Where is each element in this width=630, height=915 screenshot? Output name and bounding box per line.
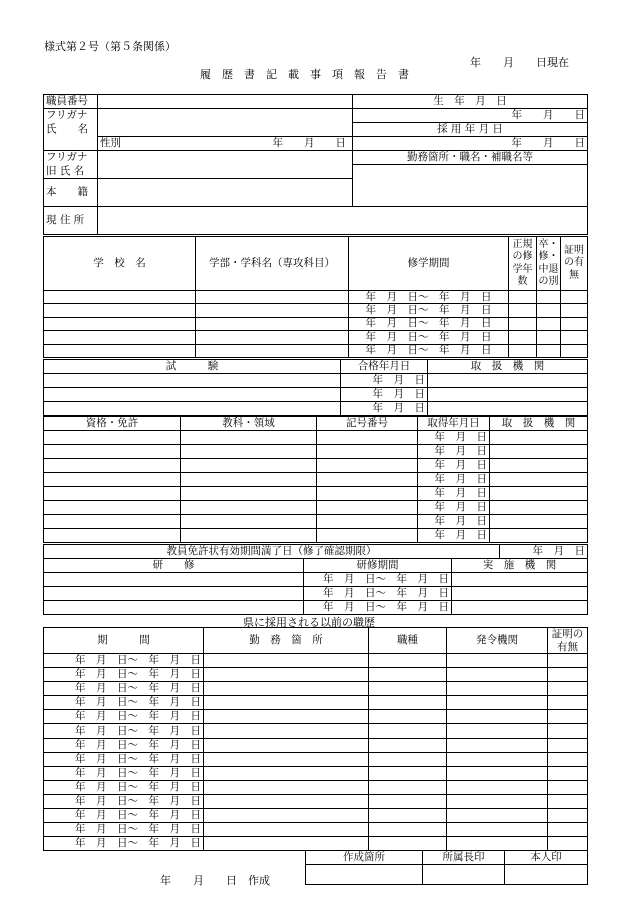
education-table [43,236,588,358]
edu-row [44,291,588,304]
hire-label: 採 用 年 月 日 [353,123,588,137]
period-cell[interactable]: 年 月 日～ 年 月 日 [349,291,509,304]
created-place-field[interactable] [306,865,423,885]
career-proof-header: 証明の有無 [548,628,588,654]
number-cell[interactable] [317,529,418,543]
career-job-cell[interactable] [369,766,447,780]
career-proof-cell[interactable] [548,724,588,738]
career-workplace-cell[interactable] [204,780,369,794]
training-table [43,558,588,615]
created-place-header: 作成箇所 [306,851,423,865]
subject-cell[interactable] [181,459,317,473]
career-org-cell[interactable] [447,696,548,710]
career-org-cell[interactable] [447,809,548,823]
edu-row [44,344,588,357]
date-current: 年 月 日現在 [470,56,569,69]
career-workplace-cell[interactable] [204,654,369,668]
number-cell[interactable] [317,459,418,473]
staff-no-label: 職員番号 [44,95,98,109]
career-workplace-cell[interactable] [204,738,369,752]
dept-cell[interactable] [196,344,349,357]
acquired-date-cell[interactable]: 年 月 日 [418,431,490,445]
training-org-header: 実 施 機 関 [452,559,588,573]
workplace-field[interactable] [353,165,588,207]
career-period-cell[interactable]: 年 月 日～ 年 月 日 [44,794,204,808]
period-cell[interactable]: 年 月 日～ 年 月 日 [349,304,509,317]
proof-cell[interactable] [561,291,588,304]
pass-date-cell[interactable]: 年 月 日 [341,374,428,388]
career-org-cell[interactable] [447,780,548,794]
qualification-cell[interactable] [44,501,181,515]
career-proof-cell[interactable] [548,738,588,752]
old-name-label: 旧 氏 名 [44,165,98,179]
footer-seal-table [305,850,588,885]
license-org-cell[interactable] [490,445,588,459]
career-proof-cell[interactable] [548,752,588,766]
school-cell[interactable] [44,344,196,357]
career-row [44,809,588,823]
acquired-date-cell[interactable]: 年 月 日 [418,487,490,501]
dept-header: 学部・学科名（専攻科目） [196,237,349,291]
old-name-field[interactable] [98,165,353,179]
career-row [44,780,588,794]
exam-header: 試 験 [44,360,341,374]
pass-date-header: 合格年月日 [341,360,428,374]
workplace-label: 勤務箇所・職名・補職名等 [353,151,588,165]
name-field[interactable] [98,123,353,137]
career-proof-cell[interactable] [548,668,588,682]
honseki-field[interactable] [98,179,353,207]
license-org-cell[interactable] [490,459,588,473]
qualification-cell[interactable] [44,529,181,543]
school-cell[interactable] [44,304,196,317]
career-job-cell[interactable] [369,696,447,710]
career-job-cell[interactable] [369,682,447,696]
career-period-cell[interactable]: 年 月 日～ 年 月 日 [44,668,204,682]
career-job-cell[interactable] [369,752,447,766]
chief-seal-field[interactable] [423,865,505,885]
career-job-header: 職種 [369,628,447,654]
career-workplace-cell[interactable] [204,724,369,738]
career-row [44,724,588,738]
career-proof-cell[interactable] [548,682,588,696]
edu-row [44,304,588,317]
exam-org-cell[interactable] [428,402,588,416]
subject-cell[interactable] [181,515,317,529]
regular-years-cell[interactable] [509,291,537,304]
career-row [44,766,588,780]
career-workplace-cell[interactable] [204,837,369,851]
graduation-cell[interactable] [537,317,561,330]
license-org-cell[interactable] [490,501,588,515]
career-caption: 県に採用される以前の職歴 [243,616,375,629]
graduation-cell[interactable] [537,304,561,317]
qualification-cell[interactable] [44,445,181,459]
qualification-cell[interactable] [44,473,181,487]
career-org-cell[interactable] [447,794,548,808]
career-workplace-cell[interactable] [204,823,369,837]
sex-label: 性別 [100,136,121,149]
created-date: 年 月 日 作成 [160,874,270,887]
acquired-date-cell[interactable]: 年 月 日 [418,529,490,543]
qualification-cell[interactable] [44,515,181,529]
graduation-header: 卒・修・中退の別 [537,237,561,291]
career-period-cell[interactable]: 年 月 日～ 年 月 日 [44,724,204,738]
career-org-header: 発令機関 [447,628,548,654]
birth-date[interactable]: 年 月 日 [353,109,588,123]
license-org-cell[interactable] [490,473,588,487]
career-job-cell[interactable] [369,837,447,851]
training-row [44,573,588,587]
career-job-cell[interactable] [369,738,447,752]
subject-cell[interactable] [181,431,317,445]
exam-cell[interactable] [44,388,341,402]
training-org-cell[interactable] [452,587,588,601]
period-cell[interactable]: 年 月 日～ 年 月 日 [349,344,509,357]
proof-cell[interactable] [561,317,588,330]
exam-row [44,388,588,402]
career-org-cell[interactable] [447,654,548,668]
career-proof-cell[interactable] [548,654,588,668]
subject-cell[interactable] [181,473,317,487]
teacher-license-date[interactable]: 年 月 日 [500,545,588,559]
license-row [44,431,588,445]
page-title: 履 歴 書 記 載 事 項 報 告 書 [200,68,409,81]
career-period-cell[interactable]: 年 月 日～ 年 月 日 [44,682,204,696]
sex-row-date: 年 月 日 [272,136,346,149]
name-label: 氏 名 [44,123,98,137]
career-period-cell[interactable]: 年 月 日～ 年 月 日 [44,710,204,724]
license-row [44,445,588,459]
career-period-cell[interactable]: 年 月 日～ 年 月 日 [44,780,204,794]
career-workplace-cell[interactable] [204,766,369,780]
personal-info-table [43,94,588,235]
number-cell[interactable] [317,487,418,501]
license-org-cell[interactable] [490,487,588,501]
qualification-cell[interactable] [44,431,181,445]
career-row [44,823,588,837]
career-org-cell[interactable] [447,682,548,696]
furigana-old-label: フリガナ [44,151,98,165]
graduation-cell[interactable] [537,331,561,344]
period-cell[interactable]: 年 月 日～ 年 月 日 [349,331,509,344]
career-period-cell[interactable]: 年 月 日～ 年 月 日 [44,752,204,766]
teacher-license-table [43,544,588,559]
career-org-cell[interactable] [447,738,548,752]
number-cell[interactable] [317,431,418,445]
acquired-date-cell[interactable]: 年 月 日 [418,473,490,487]
career-row [44,837,588,851]
license-org-cell[interactable] [490,529,588,543]
exam-org-header: 取 扱 機 関 [428,360,588,374]
regular-years-cell[interactable] [509,317,537,330]
career-period-cell[interactable]: 年 月 日～ 年 月 日 [44,837,204,851]
form-number: 様式第２号（第５条関係） [44,40,176,53]
subject-cell[interactable] [181,445,317,459]
career-job-cell[interactable] [369,654,447,668]
training-org-cell[interactable] [452,573,588,587]
teacher-license-label: 教員免許状有効期間満了日（修了確認期限） [44,545,500,559]
career-row [44,654,588,668]
furigana-field[interactable] [98,109,353,123]
address-field[interactable] [98,207,588,235]
subject-cell[interactable] [181,529,317,543]
dept-cell[interactable] [196,304,349,317]
career-org-cell[interactable] [447,752,548,766]
graduation-cell[interactable] [537,291,561,304]
school-cell[interactable] [44,291,196,304]
period-cell[interactable]: 年 月 日～ 年 月 日 [349,317,509,330]
training-row [44,601,588,615]
career-period-header: 期 間 [44,628,204,654]
career-proof-cell[interactable] [548,710,588,724]
edu-row [44,331,588,344]
chief-seal-header: 所属長印 [423,851,505,865]
dept-cell[interactable] [196,331,349,344]
number-cell[interactable] [317,445,418,459]
career-period-cell[interactable]: 年 月 日～ 年 月 日 [44,809,204,823]
career-job-cell[interactable] [369,710,447,724]
hire-date[interactable]: 年 月 日 [353,137,588,151]
sex-date-cell[interactable] [98,137,353,151]
license-row [44,501,588,515]
career-row [44,794,588,808]
career-row [44,710,588,724]
career-job-cell[interactable] [369,809,447,823]
career-period-cell[interactable]: 年 月 日～ 年 月 日 [44,738,204,752]
career-workplace-cell[interactable] [204,710,369,724]
exam-cell[interactable] [44,374,341,388]
exam-cell[interactable] [44,402,341,416]
number-header: 記号番号 [317,417,418,431]
training-cell[interactable] [44,601,304,615]
career-proof-cell[interactable] [548,837,588,851]
proof-cell[interactable] [561,344,588,357]
career-period-cell[interactable]: 年 月 日～ 年 月 日 [44,654,204,668]
honseki-label: 本 籍 [44,179,98,207]
career-org-cell[interactable] [447,766,548,780]
training-period-cell[interactable]: 年 月 日～ 年 月 日 [304,601,452,615]
graduation-cell[interactable] [537,344,561,357]
career-period-cell[interactable]: 年 月 日～ 年 月 日 [44,823,204,837]
proof-cell[interactable] [561,304,588,317]
career-row [44,668,588,682]
career-table [43,627,588,851]
career-proof-cell[interactable] [548,696,588,710]
pass-date-cell[interactable]: 年 月 日 [341,388,428,402]
license-table [43,416,588,543]
career-row [44,752,588,766]
number-cell[interactable] [317,501,418,515]
personal-seal-header: 本人印 [505,851,588,865]
exam-row [44,402,588,416]
qualification-cell[interactable] [44,487,181,501]
license-row [44,529,588,543]
regular-years-header: 正規の修学年数 [509,237,537,291]
career-proof-cell[interactable] [548,780,588,794]
exam-org-cell[interactable] [428,374,588,388]
acquired-date-cell[interactable]: 年 月 日 [418,445,490,459]
career-row [44,682,588,696]
regular-years-cell[interactable] [509,331,537,344]
school-cell[interactable] [44,331,196,344]
training-period-cell[interactable]: 年 月 日～ 年 月 日 [304,587,452,601]
license-row [44,515,588,529]
acquired-date-cell[interactable]: 年 月 日 [418,459,490,473]
license-row [44,487,588,501]
career-job-cell[interactable] [369,780,447,794]
career-workplace-cell[interactable] [204,696,369,710]
regular-years-cell[interactable] [509,344,537,357]
training-cell[interactable] [44,587,304,601]
career-org-cell[interactable] [447,668,548,682]
acquired-date-cell[interactable]: 年 月 日 [418,501,490,515]
license-org-header: 取 扱 機 関 [490,417,588,431]
career-job-cell[interactable] [369,668,447,682]
proof-cell[interactable] [561,331,588,344]
acquired-date-cell[interactable]: 年 月 日 [418,515,490,529]
training-org-cell[interactable] [452,601,588,615]
career-workplace-header: 勤 務 箇 所 [204,628,369,654]
school-cell[interactable] [44,317,196,330]
career-proof-cell[interactable] [548,809,588,823]
subject-cell[interactable] [181,501,317,515]
training-period-cell[interactable]: 年 月 日～ 年 月 日 [304,573,452,587]
number-cell[interactable] [317,473,418,487]
career-job-cell[interactable] [369,724,447,738]
regular-years-cell[interactable] [509,304,537,317]
exam-table [43,359,588,416]
number-cell[interactable] [317,515,418,529]
career-workplace-cell[interactable] [204,794,369,808]
career-workplace-cell[interactable] [204,809,369,823]
personal-seal-field[interactable] [505,865,588,885]
training-header: 研 修 [44,559,304,573]
exam-row [44,374,588,388]
exam-org-cell[interactable] [428,388,588,402]
career-job-cell[interactable] [369,823,447,837]
qualification-cell[interactable] [44,459,181,473]
school-header: 学 校 名 [44,237,196,291]
career-row [44,738,588,752]
training-period-header: 研修期間 [304,559,452,573]
career-proof-cell[interactable] [548,794,588,808]
career-period-cell[interactable]: 年 月 日～ 年 月 日 [44,696,204,710]
career-workplace-cell[interactable] [204,752,369,766]
training-cell[interactable] [44,573,304,587]
license-org-cell[interactable] [490,431,588,445]
career-proof-cell[interactable] [548,766,588,780]
furigana-old-field[interactable] [98,151,353,165]
furigana-label: フリガナ [44,109,98,123]
career-workplace-cell[interactable] [204,668,369,682]
period-header: 修学期間 [349,237,509,291]
career-org-cell[interactable] [447,837,548,851]
career-org-cell[interactable] [447,823,548,837]
training-row [44,587,588,601]
acquired-date-header: 取得年月日 [418,417,490,431]
qualification-header: 資格・免許 [44,417,181,431]
pass-date-cell[interactable]: 年 月 日 [341,402,428,416]
dept-cell[interactable] [196,317,349,330]
dept-cell[interactable] [196,291,349,304]
proof-header: 証明の有無 [561,237,588,291]
license-row [44,473,588,487]
career-proof-cell[interactable] [548,823,588,837]
edu-row [44,317,588,330]
subject-header: 教科・領域 [181,417,317,431]
career-org-cell[interactable] [447,724,548,738]
career-period-cell[interactable]: 年 月 日～ 年 月 日 [44,766,204,780]
license-org-cell[interactable] [490,515,588,529]
staff-no-field[interactable] [98,95,353,109]
career-row [44,696,588,710]
career-job-cell[interactable] [369,794,447,808]
birth-label: 生 年 月 日 [353,95,588,109]
subject-cell[interactable] [181,487,317,501]
career-org-cell[interactable] [447,710,548,724]
license-row [44,459,588,473]
address-label: 現 住 所 [44,207,98,235]
career-workplace-cell[interactable] [204,682,369,696]
